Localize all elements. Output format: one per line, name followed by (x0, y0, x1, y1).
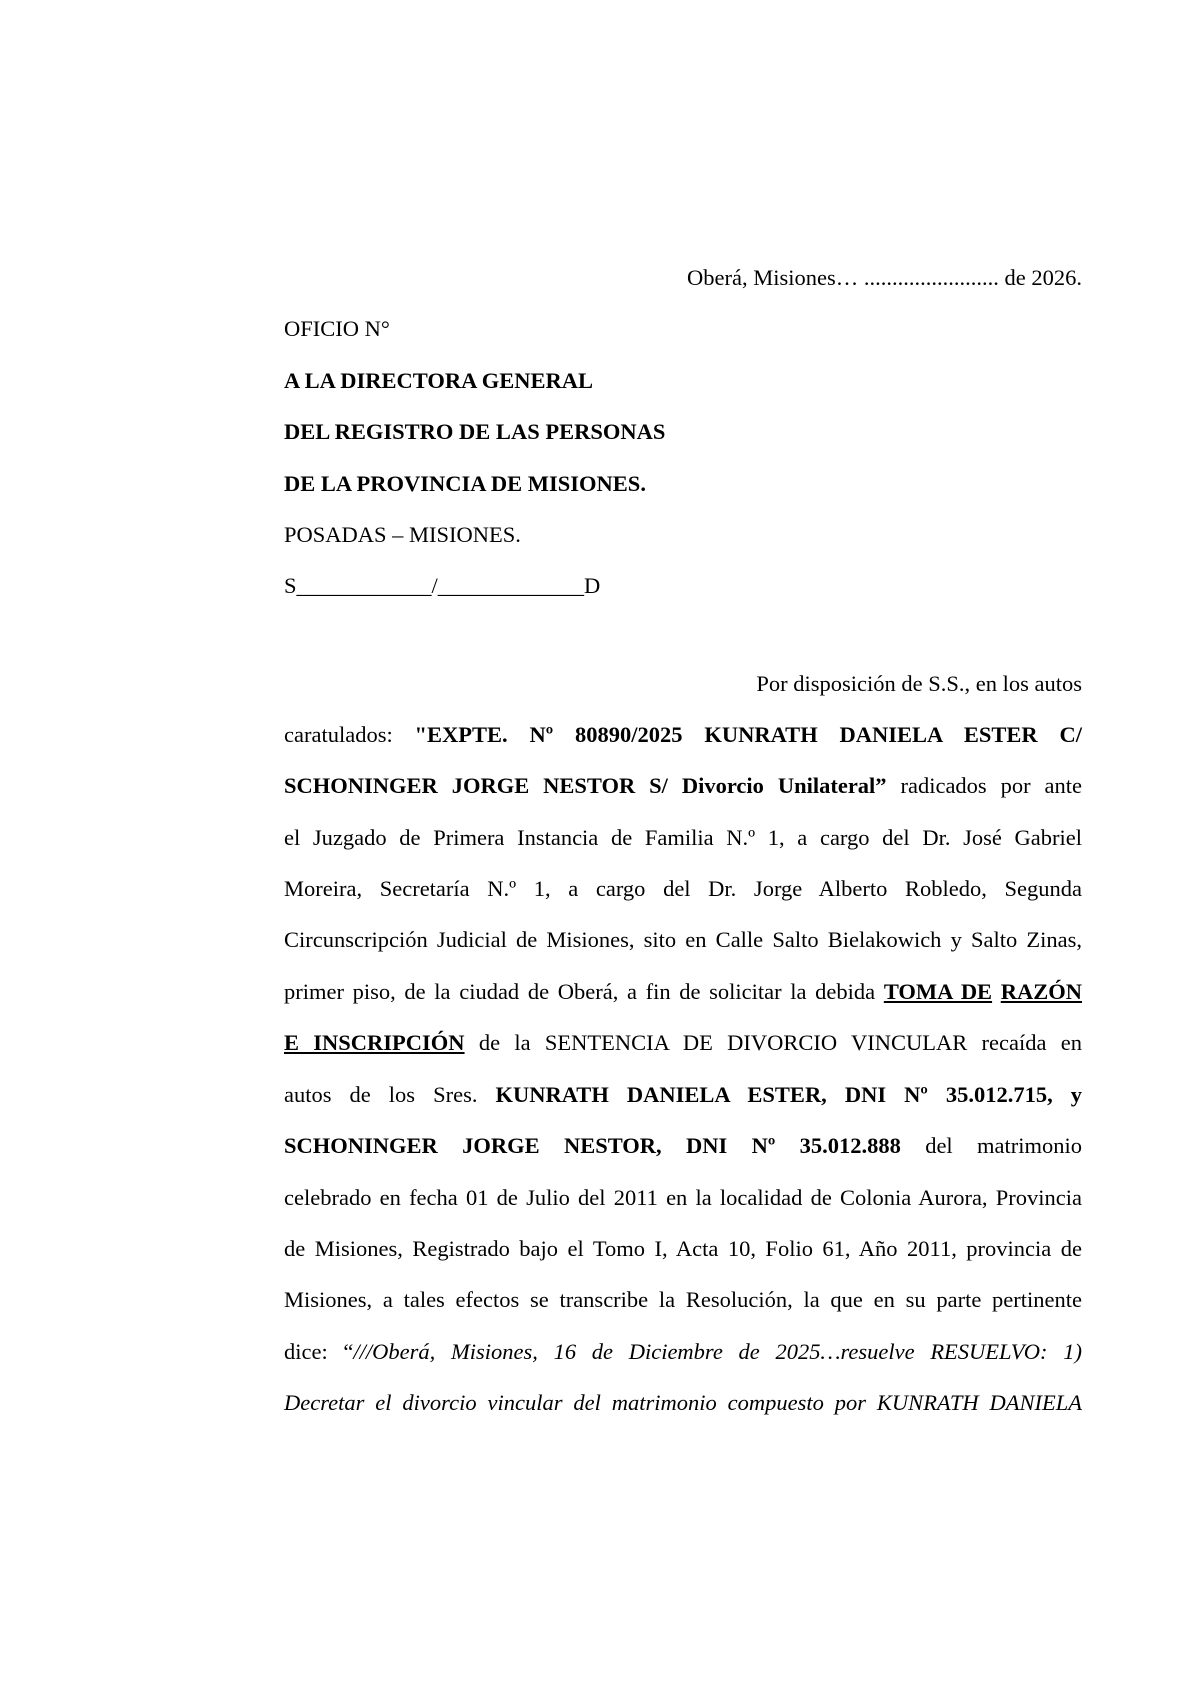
body-line-15: Decretar el divorcio vincular del matrimonio compuesto por KUNRATH DANIELA (284, 1390, 1082, 1415)
addressee-line-3: DE LA PROVINCIA DE MISIONES. (284, 471, 646, 496)
case-title: "EXPTE. Nº 80890/2025 KUNRATH DANIELA ESTER C/ (414, 722, 1083, 747)
body-line-10 (284, 1131, 1082, 1161)
case-title-cont: SCHONINGER JORGE NESTOR S/ Divorcio Unilateral” (284, 773, 887, 798)
body-text: radicados por ante (886, 773, 1082, 798)
body-line-7 (284, 977, 1082, 1007)
body-line-11: celebrado en fecha 01 de Julio del 2011 en la localidad de Colonia Aurora, Provincia (284, 1185, 1082, 1210)
body-line-4: el Juzgado de Primera Instancia de Familia N.º 1, a cargo del Dr. José Gabriel (284, 825, 1082, 850)
body-text: caratulados: (284, 722, 415, 747)
addressee-line-2: DEL REGISTRO DE LAS PERSONAS (284, 419, 666, 444)
body-text: primer piso, de la ciudad de Oberá, a fin de solicitar la debida (284, 979, 884, 1004)
body-line-9 (284, 1080, 1082, 1110)
place-date: Oberá, Misiones… ........................ de 2026. (687, 265, 1082, 290)
body-line-14 (284, 1337, 1082, 1367)
oficio-number: OFICIO N° (284, 316, 390, 341)
body-line-13: Misiones, a tales efectos se transcribe la Resolución, la que en su parte pertinente (284, 1287, 1082, 1312)
body-line-2 (284, 720, 1082, 750)
inscripcion-text: E INSCRIPCIÓN (284, 1030, 465, 1055)
sd-line: S____________/_____________D (284, 573, 601, 598)
opening-line: Por disposición de S.S., en los autos (756, 671, 1082, 696)
razon-text: RAZÓN (1000, 979, 1082, 1004)
body-line-8 (284, 1028, 1082, 1058)
body-line-12: de Misiones, Registrado bajo el Tomo I, Acta 10, Folio 61, Año 2011, provincia de (284, 1236, 1082, 1261)
body-text: de la SENTENCIA DE DIVORCIO VINCULAR recaída en (464, 1030, 1082, 1055)
toma-de-text: TOMA DE (883, 979, 993, 1004)
body-line-6: Circunscripción Judicial de Misiones, sito en Calle Salto Bielakowich y Salto Zinas, (284, 927, 1082, 952)
body-line-3 (284, 771, 1082, 801)
city-line: POSADAS – MISIONES. (284, 522, 521, 547)
party-2: SCHONINGER JORGE NESTOR, DNI Nº 35.012.888 (284, 1133, 901, 1158)
body-line-5: Moreira, Secretaría N.º 1, a cargo del Dr. Jorge Alberto Robledo, Segunda (284, 876, 1082, 901)
body-text: del matrimonio (900, 1133, 1082, 1158)
addressee-line-1: A LA DIRECTORA GENERAL (284, 368, 594, 393)
body-text: autos de los Sres. (284, 1082, 496, 1107)
body-text: dice: “ (284, 1339, 354, 1364)
party-1: KUNRATH DANIELA ESTER, DNI Nº 35.012.715, y (495, 1082, 1082, 1107)
resolution-quote: ///Oberá, Misiones, 16 de Diciembre de 2025…resuelve RESUELVO: 1) (353, 1339, 1082, 1364)
